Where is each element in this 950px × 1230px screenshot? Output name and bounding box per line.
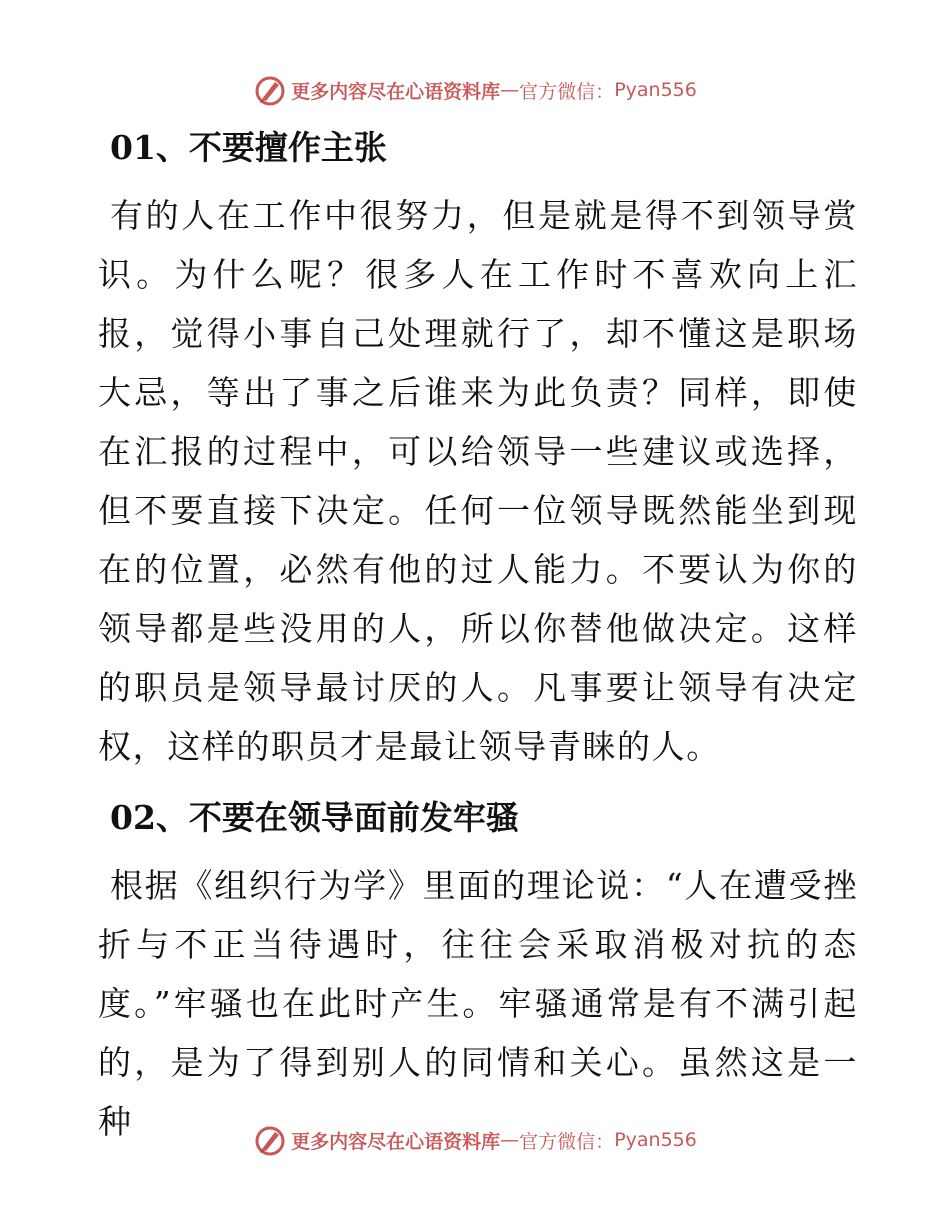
- pen-logo-icon: [253, 1123, 287, 1157]
- section-heading-2: 02、不要在领导面前发牢骚: [110, 798, 519, 837]
- watermark-wechat-label: 官方微信：: [519, 1130, 615, 1153]
- pen-logo-icon: [253, 73, 287, 107]
- watermark-wechat-id: Pyan556: [614, 1129, 697, 1151]
- watermark-text: 更多内容尽在心语资料库: [291, 1130, 501, 1153]
- watermark-separator: —: [500, 1129, 520, 1151]
- watermark-wechat-label: 官方微信：: [519, 80, 615, 103]
- section-paragraph-2: 根据《组织行为学》里面的理论说：“人在遭受挫折与不正当待遇时，往往会采取消极对抗的态度。”牢骚也在此时产生。牢骚通常是有不满引起的，是为了得到别人的同情和关心。虽然这是一种: [98, 866, 858, 1141]
- watermark-separator: —: [500, 79, 520, 101]
- document-body: [98, 118, 858, 1163]
- footer-watermark: [0, 1120, 950, 1160]
- section-paragraph-1: 有的人在工作中很努力，但是就是得不到领导赏识。为什么呢？很多人在工作时不喜欢向上汇报，觉得小事自己处理就行了，却不懂这是职场大忌，等出了事之后谁来为此负责？同样，即使在汇报的过程中，可以给领导一些建议或选择，但不要直接下决定。任何一位领导既然能坐到现在的位置，必然有他的过人能力。不要认为你的领导都是些没用的人，所以你替他做决定。这样的职员是领导最讨厌的人。凡事要让领导有决定权，这样的职员才是最让领导青睐的人。: [98, 196, 858, 766]
- watermark-wechat-id: Pyan556: [614, 79, 697, 101]
- watermark-text: 更多内容尽在心语资料库: [291, 80, 501, 103]
- section-heading-1: 01、不要擅作主张: [110, 128, 387, 167]
- header-watermark: [0, 70, 950, 110]
